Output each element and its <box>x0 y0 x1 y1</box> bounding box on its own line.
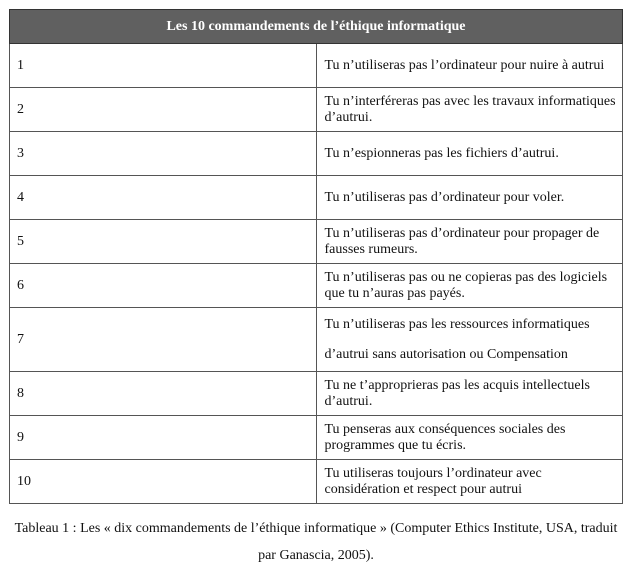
commandments-table <box>9 9 623 504</box>
table-row <box>10 460 623 504</box>
row-text: Tu n’utiliseras pas ou ne copieras pas des logiciels que tu n’auras pas payés. <box>316 264 623 308</box>
table-row <box>10 308 623 372</box>
row-text: Tu n’interféreras pas avec les travaux informatiques d’autrui. <box>316 88 623 132</box>
row-number: 9 <box>10 416 317 460</box>
table-header-row <box>10 10 623 44</box>
row-text: Tu n’utiliseras pas d’ordinateur pour voler. <box>316 176 623 220</box>
row-number: 1 <box>10 44 317 88</box>
row-text: Tu utiliseras toujours l’ordinateur avec considération et respect pour autrui <box>316 460 623 504</box>
row-text: Tu n’espionneras pas les fichiers d’autrui. <box>316 132 623 176</box>
table-header: Les 10 commandements de l’éthique informatique <box>10 10 623 44</box>
row-text: Tu ne t’approprieras pas les acquis intellectuels d’autrui. <box>316 372 623 416</box>
row-number: 7 <box>10 308 317 372</box>
row-number: 10 <box>10 460 317 504</box>
table-row <box>10 176 623 220</box>
table-row <box>10 416 623 460</box>
row-text: Tu n’utiliseras pas d’ordinateur pour propager de fausses rumeurs. <box>316 220 623 264</box>
table-row <box>10 88 623 132</box>
row-text: Tu n’utiliseras pas l’ordinateur pour nuire à autrui <box>316 44 623 88</box>
row-text: Tu penseras aux conséquences sociales des programmes que tu écris. <box>316 416 623 460</box>
row-number: 3 <box>10 132 317 176</box>
commandments-table-container <box>9 9 623 504</box>
table-row <box>10 220 623 264</box>
row-number: 8 <box>10 372 317 416</box>
table-row <box>10 372 623 416</box>
row-number: 6 <box>10 264 317 308</box>
table-row <box>10 264 623 308</box>
row-number: 4 <box>10 176 317 220</box>
table-row <box>10 44 623 88</box>
row-number: 5 <box>10 220 317 264</box>
table-caption: Tableau 1 : Les « dix commandements de l’éthique informatique » (Computer Ethics Institute, USA, traduit par Ganascia, 2005). <box>14 521 618 563</box>
row-number: 2 <box>10 88 317 132</box>
row-text: Tu n’utiliseras pas les ressources informatiques d’autrui sans autorisation ou Compensation <box>316 308 623 372</box>
table-row <box>10 132 623 176</box>
